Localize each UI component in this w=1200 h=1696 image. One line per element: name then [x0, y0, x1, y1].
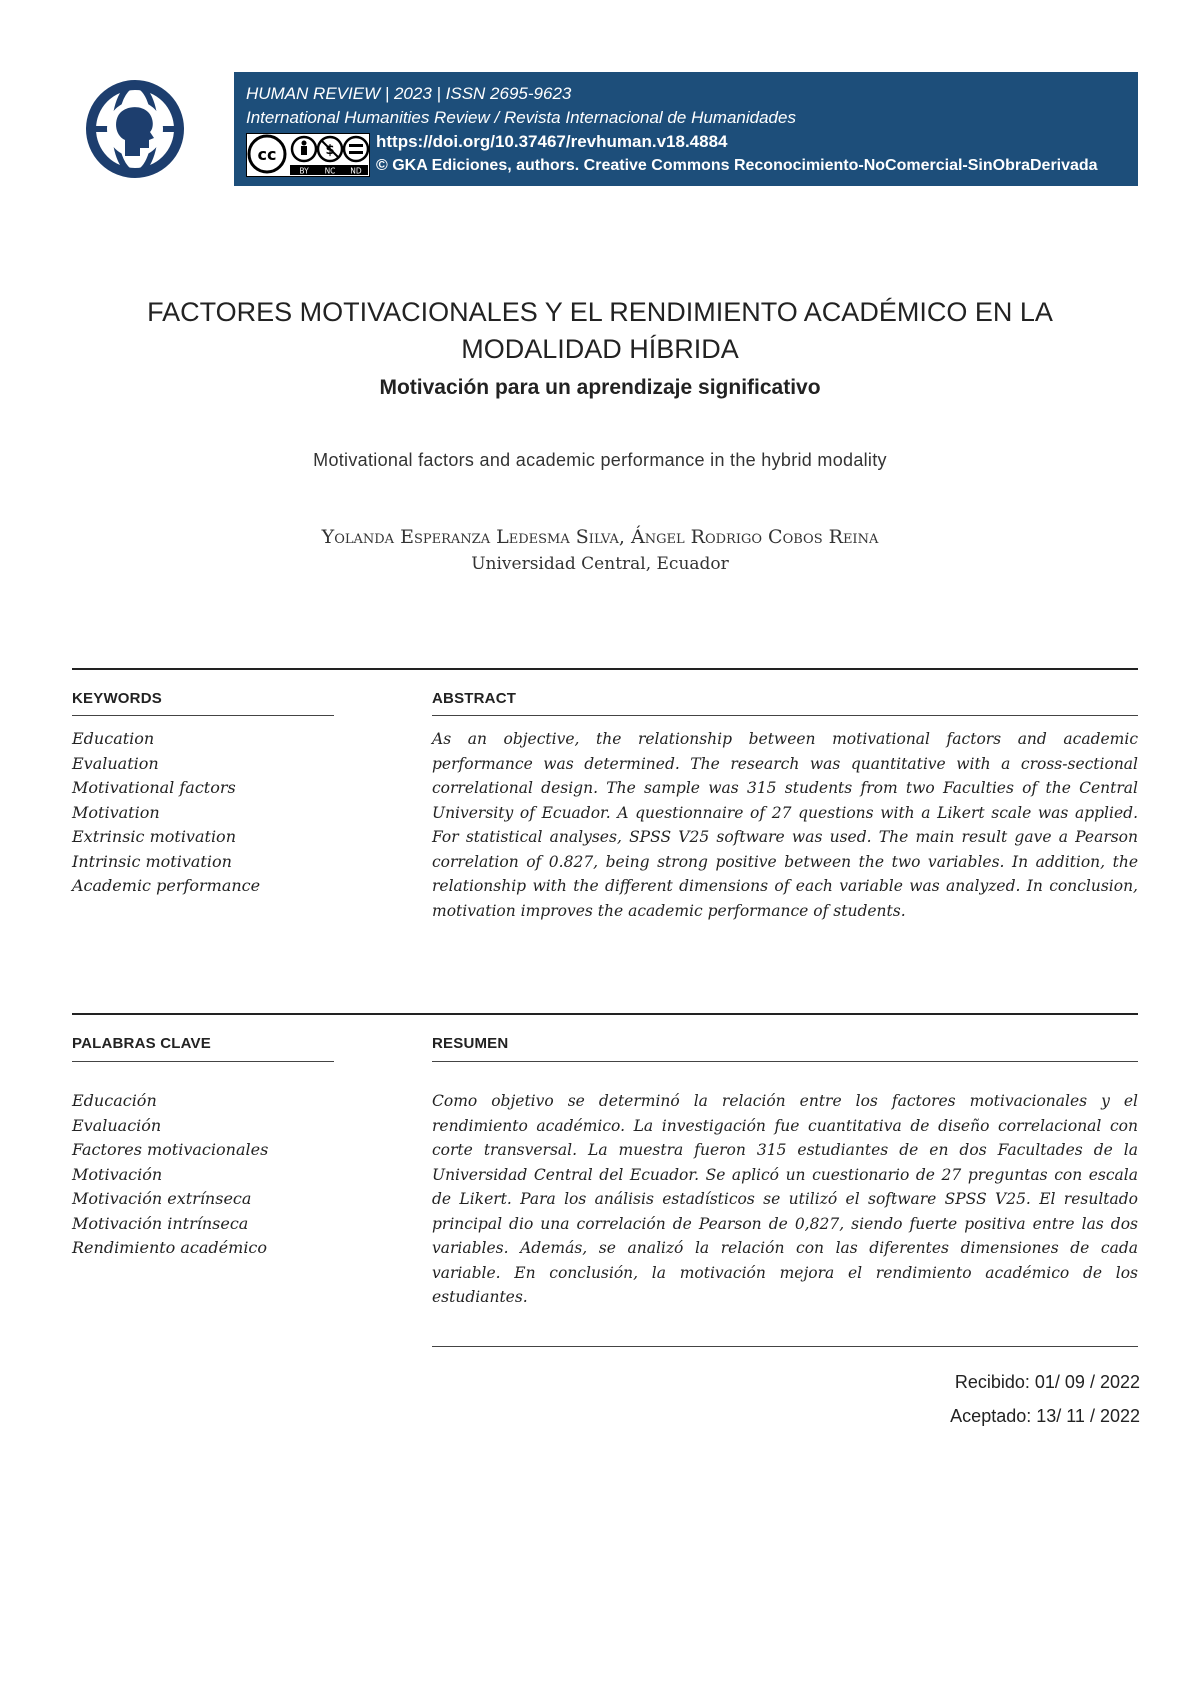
heading-underline: [72, 715, 334, 716]
authors: Yolanda Esperanza Ledesma Silva, Ángel Rodrigo Cobos Reina: [321, 526, 879, 548]
cc-nc-label: NC: [324, 166, 336, 176]
keyword-item: Intrinsic motivation: [72, 851, 232, 871]
keyword-item: Educación: [72, 1091, 157, 1110]
keyword-item: Academic performance: [72, 876, 261, 895]
palabras-clave-heading: PALABRAS CLAVE: [72, 1035, 211, 1052]
svg-text:cc: cc: [257, 145, 277, 164]
received-date: Recibido: 01/ 09 / 2022: [954, 1372, 1140, 1392]
keyword-item: Factores motivacionales: [72, 1140, 269, 1159]
section-divider: [72, 668, 1138, 670]
keywords-heading: KEYWORDS: [72, 690, 162, 707]
keyword-item: Motivación extrínseca: [72, 1189, 252, 1208]
heading-underline: [432, 715, 1138, 716]
doi-link[interactable]: https://doi.org/10.37467/revhuman.v18.4884: [376, 132, 728, 151]
heading-underline: [432, 1061, 1138, 1062]
svg-text:$: $: [325, 143, 335, 158]
english-title: Motivational factors and academic performance in the hybrid modality: [313, 450, 887, 470]
keyword-item: Motivational factors: [72, 778, 236, 797]
keyword-item: Evaluation: [72, 753, 159, 773]
heading-underline: [72, 1061, 334, 1062]
journal-line: HUMAN REVIEW | 2023 | ISSN 2695-9623: [246, 84, 572, 103]
affiliation: Universidad Central, Ecuador: [471, 554, 729, 574]
resumen-heading: RESUMEN: [432, 1035, 509, 1052]
journal-subtitle-line: International Humanities Review / Revista Internacional de Humanidades: [246, 108, 796, 127]
abstract-heading: ABSTRACT: [432, 690, 517, 707]
dates-divider: [432, 1346, 1138, 1347]
creative-commons-badge-icon: [246, 133, 370, 177]
article-subtitle: Motivación para un aprendizaje significativo: [379, 376, 821, 399]
accepted-date: Aceptado: 13/ 11 / 2022: [950, 1406, 1140, 1426]
article-title-line-2: MODALIDAD HÍBRIDA: [461, 334, 739, 364]
palabras-clave-list: [72, 1089, 268, 1261]
abstract-text: As an objective, the relationship between motivational factors and academic performance was determined. The research was quantitative with a cross-sectional correlational design. The sample was 315 students from two Faculties of the Central University of Ecuador. A questionnaire of 27 questions with a Likert scale was applied. For statistical analyses, SPSS V25 software was used. The main result gave a Pearson correlation of 0.827, being strong positive between the two variables. In addition, the relationship with the different dimensions of each variable was analyzed. In conclusion, motivation improves the academic performance of students.: [432, 730, 1138, 920]
resumen-text: Como objetivo se determinó la relación entre los factores motivacionales y el rendimiento académico. La investigación fue cuantitativa de diseño correlacional con corte transversal. La muestra fueron 315 estudiantes de en dos Facultades de la Universidad Central del Ecuador. Se aplicó un cuestionario de 27 preguntas con escala de Likert. Para los análisis estadísticos se utilizó el software SPSS V25. El resultado principal dio una correlación de Pearson de 0,827, siendo fuerte positiva entre las dos variables. Además, se analizó la relación con las diferentes dimensiones de cada variable. En conclusión, la motivación mejora el rendimiento académico de los estudiantes.: [432, 1092, 1138, 1306]
keyword-item: Motivation: [72, 802, 160, 822]
license-text: © GKA Ediciones, authors. Creative Commons Reconocimiento-NoComercial-SinObraDerivada: [376, 157, 1098, 174]
journal-header-banner: [234, 72, 1138, 186]
keyword-item: Motivación intrínseca: [72, 1213, 249, 1233]
article-title-line-1: FACTORES MOTIVACIONALES Y EL RENDIMIENTO ACADÉMICO EN LA: [147, 297, 1053, 327]
keyword-item: Extrinsic motivation: [72, 827, 236, 846]
keyword-item: Motivación: [72, 1164, 163, 1184]
cc-nd-label: ND: [350, 166, 362, 176]
article-title: [100, 294, 1100, 368]
section-divider: [72, 1013, 1138, 1015]
keywords-list: [72, 727, 260, 899]
journal-logo-globe-icon: [70, 74, 200, 184]
cc-by-label: BY: [299, 166, 309, 176]
keyword-item: Evaluación: [72, 1115, 162, 1135]
keyword-item: Rendimiento académico: [72, 1238, 268, 1257]
keyword-item: Education: [72, 729, 155, 748]
